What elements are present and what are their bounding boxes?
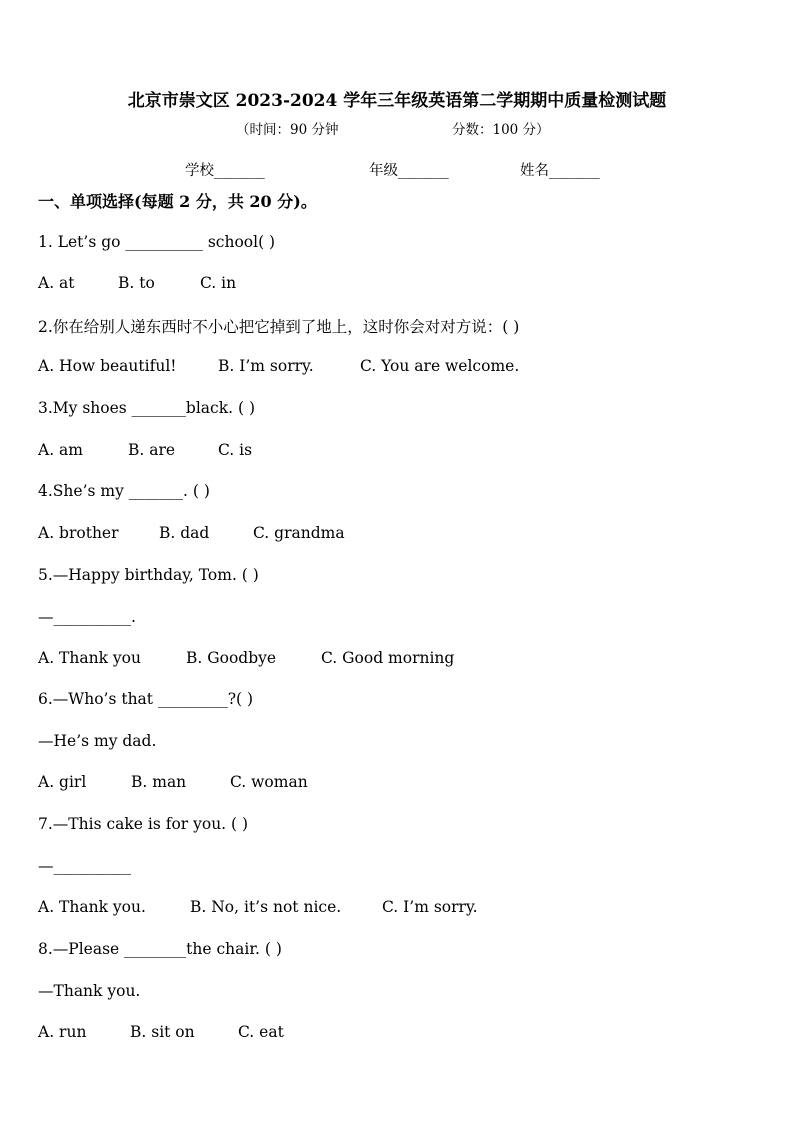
- q1-option-c: C. in: [200, 274, 237, 292]
- question-1: 1. Let’s go __________ school( ): [38, 233, 276, 251]
- q6-option-b: B. man: [131, 773, 187, 791]
- grade-field: 年级_______: [369, 163, 449, 179]
- q2-option-c: C. You are welcome.: [360, 357, 520, 375]
- q5-option-c: C. Good morning: [321, 649, 455, 667]
- q5-option-b: B. Goodbye: [186, 649, 277, 667]
- q8-option-b: B. sit on: [130, 1023, 195, 1041]
- question-7: 7.—This cake is for you. ( ): [38, 815, 249, 833]
- q1-option-a: A. at: [38, 274, 75, 292]
- q4-option-c: C. grandma: [253, 524, 345, 542]
- question-6: 6.—Who’s that _________?( ): [38, 690, 254, 708]
- q8-option-a: A. run: [38, 1023, 87, 1041]
- exam-score: 分数：100 分）: [452, 122, 550, 138]
- question-8: 8.—Please ________the chair. ( ): [38, 940, 282, 958]
- school-field: 学校_______: [185, 163, 265, 179]
- q4-option-b: B. dad: [159, 524, 210, 542]
- question-2: 2.你在给别人递东西时不小心把它掉到了地上，这时你会对对方说：( ): [38, 318, 520, 336]
- q6-option-c: C. woman: [230, 773, 308, 791]
- question-8-response: —Thank you.: [38, 982, 141, 1000]
- q2-option-a: A. How beautiful!: [38, 357, 177, 375]
- q3-option-b: B. are: [128, 441, 176, 459]
- q3-option-c: C. is: [218, 441, 253, 459]
- q7-option-c: C. I’m sorry.: [382, 898, 478, 916]
- page-title: 北京市崇文区 2023-2024 学年三年级英语第二学期期中质量检测试题: [127, 91, 667, 111]
- question-5: 5.—Happy birthday, Tom. ( ): [38, 566, 259, 584]
- q7-option-a: A. Thank you.: [38, 898, 146, 916]
- q1-option-b: B. to: [118, 274, 155, 292]
- question-4: 4.She’s my _______. ( ): [38, 482, 210, 500]
- name-field: 姓名_______: [520, 163, 600, 179]
- q6-option-a: A. girl: [38, 773, 87, 791]
- question-6-response: —He’s my dad.: [38, 732, 157, 750]
- question-7-response: —__________: [38, 857, 131, 875]
- question-3: 3.My shoes _______black. ( ): [38, 399, 255, 417]
- q4-option-a: A. brother: [38, 524, 119, 542]
- q2-option-b: B. I’m sorry.: [218, 357, 314, 375]
- section-heading: 一、单项选择(每题 2 分，共 20 分)。: [38, 192, 317, 211]
- q8-option-c: C. eat: [238, 1023, 284, 1041]
- exam-time: （时间：90 分钟: [236, 122, 339, 138]
- question-5-response: —__________.: [38, 608, 136, 626]
- q5-option-a: A. Thank you: [38, 649, 141, 667]
- q7-option-b: B. No, it’s not nice.: [190, 898, 342, 916]
- q3-option-a: A. am: [38, 441, 83, 459]
